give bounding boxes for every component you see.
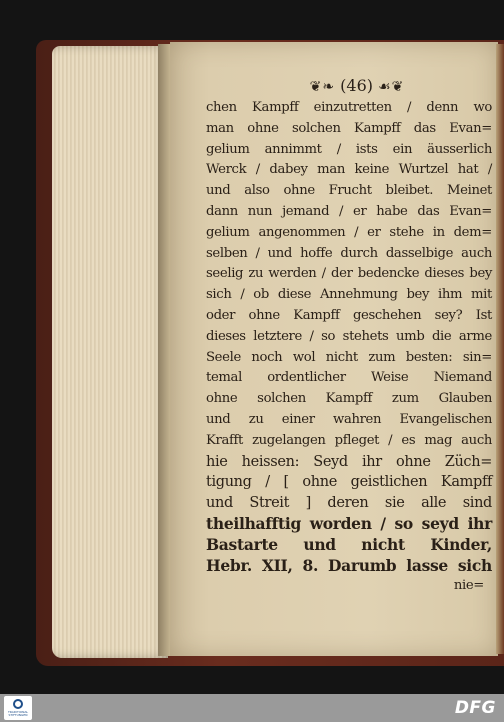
text-line: theilhafftig worden / so seyd ihr <box>206 513 492 533</box>
page-edges <box>52 46 168 658</box>
text-line: selben / und hoffe durch dasselbige auch <box>206 245 492 261</box>
text-line: hie heissen: Seyd ihr ohne Züch= <box>206 453 492 470</box>
text-line: man ohne solchen Kampff das Evan= <box>206 120 492 136</box>
text-line: Seele noch wol nicht zum besten: sin= <box>206 349 492 365</box>
page-number-header <box>302 76 412 96</box>
text-line: dieses letztere / so stehets umb die arme <box>206 328 492 344</box>
left-ornament-icon: ❦❧ <box>309 79 336 95</box>
page-number: (46) <box>340 76 374 95</box>
text-line: gelium annimmt / ists ein äusserlich <box>206 141 492 157</box>
text-line: Werck / dabey man keine Wurtzel hat / <box>206 162 492 178</box>
text-line: Bastarte und nicht Kinder, <box>206 534 492 554</box>
text-line: seelig zu werden / der bedencke dieses bey <box>206 266 492 282</box>
text-line: und zu einer wahren Evangelischen <box>206 411 492 427</box>
viewer-footer <box>0 694 504 722</box>
library-logo <box>4 696 32 720</box>
library-logo-mark-icon <box>13 699 23 709</box>
catchword: nie= <box>453 578 484 594</box>
text-line: tigung / [ ohne geistlichen Kampff <box>206 474 492 491</box>
text-line: sich / ob diese Annehmung bey ihm mit <box>206 287 492 303</box>
text-line: Krafft zugelangen pfleget / es mag auch <box>206 432 492 448</box>
text-line: dann nun jemand / er habe das Evan= <box>206 203 492 219</box>
right-ornament-icon: ☙❦ <box>378 79 405 95</box>
text-line: und also ohne Frucht bleibet. Meinet <box>206 183 492 199</box>
text-line: ohne solchen Kampff zum Glauben <box>206 391 492 407</box>
page-text <box>206 98 492 597</box>
page-right-edge <box>496 44 504 654</box>
dfg-logo: DFG <box>454 698 496 718</box>
text-line: gelium angenommen / er stehe in dem= <box>206 224 492 240</box>
text-line: oder ohne Kampff geschehen sey? Ist <box>206 307 492 323</box>
text-line: und Streit ] deren sie alle sind <box>206 495 492 512</box>
text-line: temal ordentlicher Weise Niemand <box>206 370 492 386</box>
text-line: chen Kampff einzutretten / denn wo <box>206 100 492 115</box>
text-line: Hebr. XII, 8. Darumb lasse sich <box>206 555 492 575</box>
library-logo-text: TRADITIONAL STIFTUNGEN <box>7 710 29 717</box>
